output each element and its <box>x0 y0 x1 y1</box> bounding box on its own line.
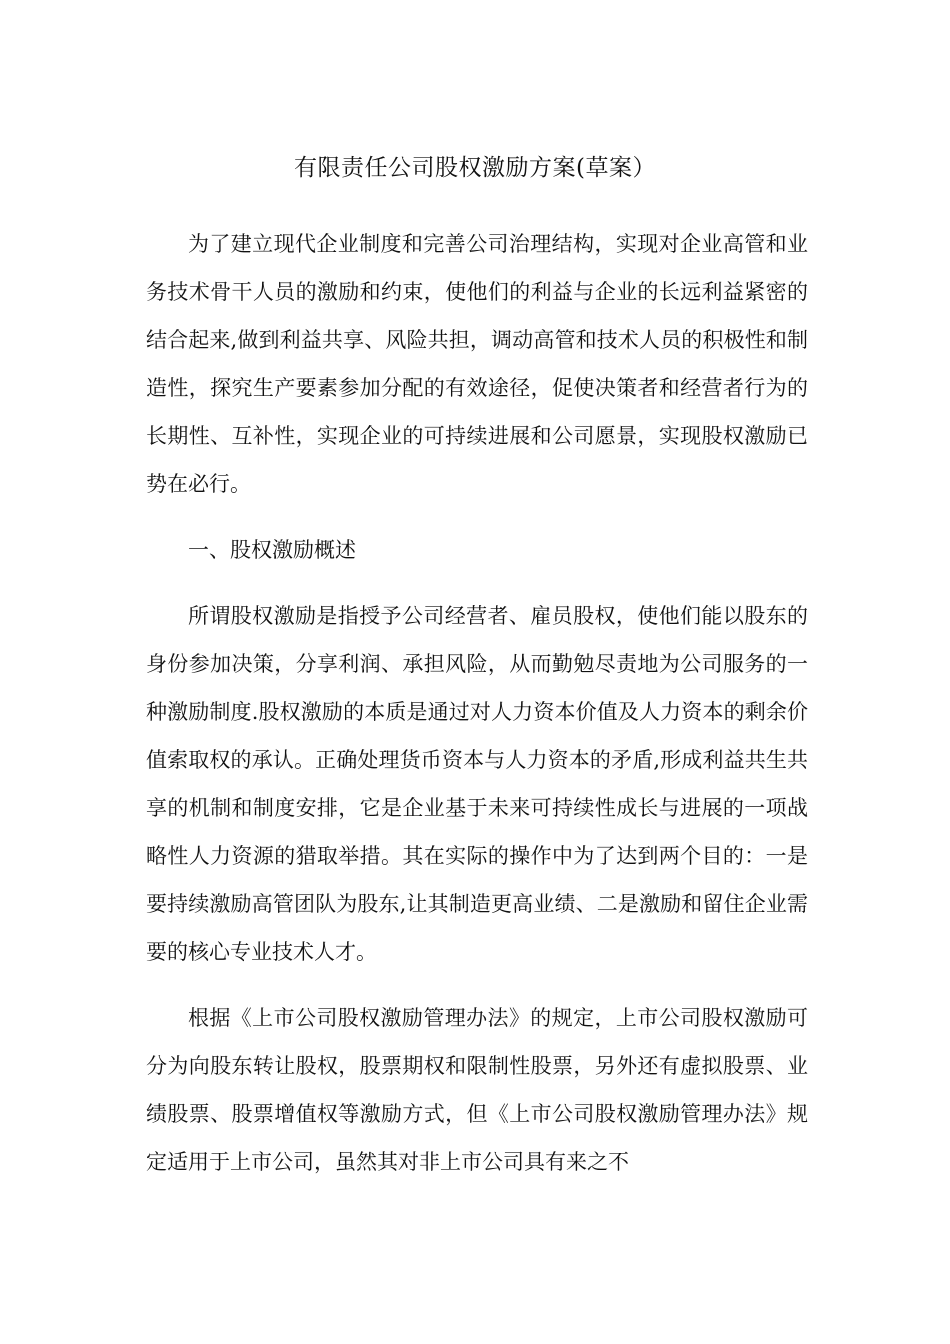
document-body <box>146 220 808 1204</box>
document-title: 有限责任公司股权激励方案(草案） <box>294 155 656 181</box>
paragraph-intro: 为了建立现代企业制度和完善公司治理结构，实现对企业高管和业务技术骨干人员的激励和约束，使他们的利益与企业的长远利益紧密的结合起来,做到利益共享、风险共担，调动高管和技术人员的积极性和制造性，探究生产要素参加分配的有效途径，促使决策者和经营者行为的长期性、互补性，实现企业的可持续进展和公司愿景，实现股权激励已势在必行。 <box>146 232 808 496</box>
section-heading-overview: 一、股权激励概述 <box>188 538 356 562</box>
paragraph-regulation: 根据《上市公司股权激励管理办法》的规定，上市公司股权激励可分为向股东转让股权，股票期权和限制性股票，另外还有虚拟股票、业绩股票、股票增值权等激励方式，但《上市公司股权激励管理办法》规定适用于上市公司，虽然其对非上市公司具有来之不 <box>146 1006 808 1174</box>
paragraph-definition: 所谓股权激励是指授予公司经营者、雇员股权，使他们能以股东的身份参加决策，分享利润、承担风险，从而勤勉尽责地为公司服务的一种激励制度.股权激励的本质是通过对人力资本价值及人力资本的剩余价值索取权的承认。正确处理货币资本与人力资本的矛盾,形成利益共生共享的机制和制度安排，它是企业基于未来可持续性成长与进展的一项战略性人力资源的猎取举措。其在实际的操作中为了达到两个目的：一是要持续激励高管团队为股东,让其制造更高业绩、二是激励和留住企业需要的核心专业技术人才。 <box>146 604 808 964</box>
